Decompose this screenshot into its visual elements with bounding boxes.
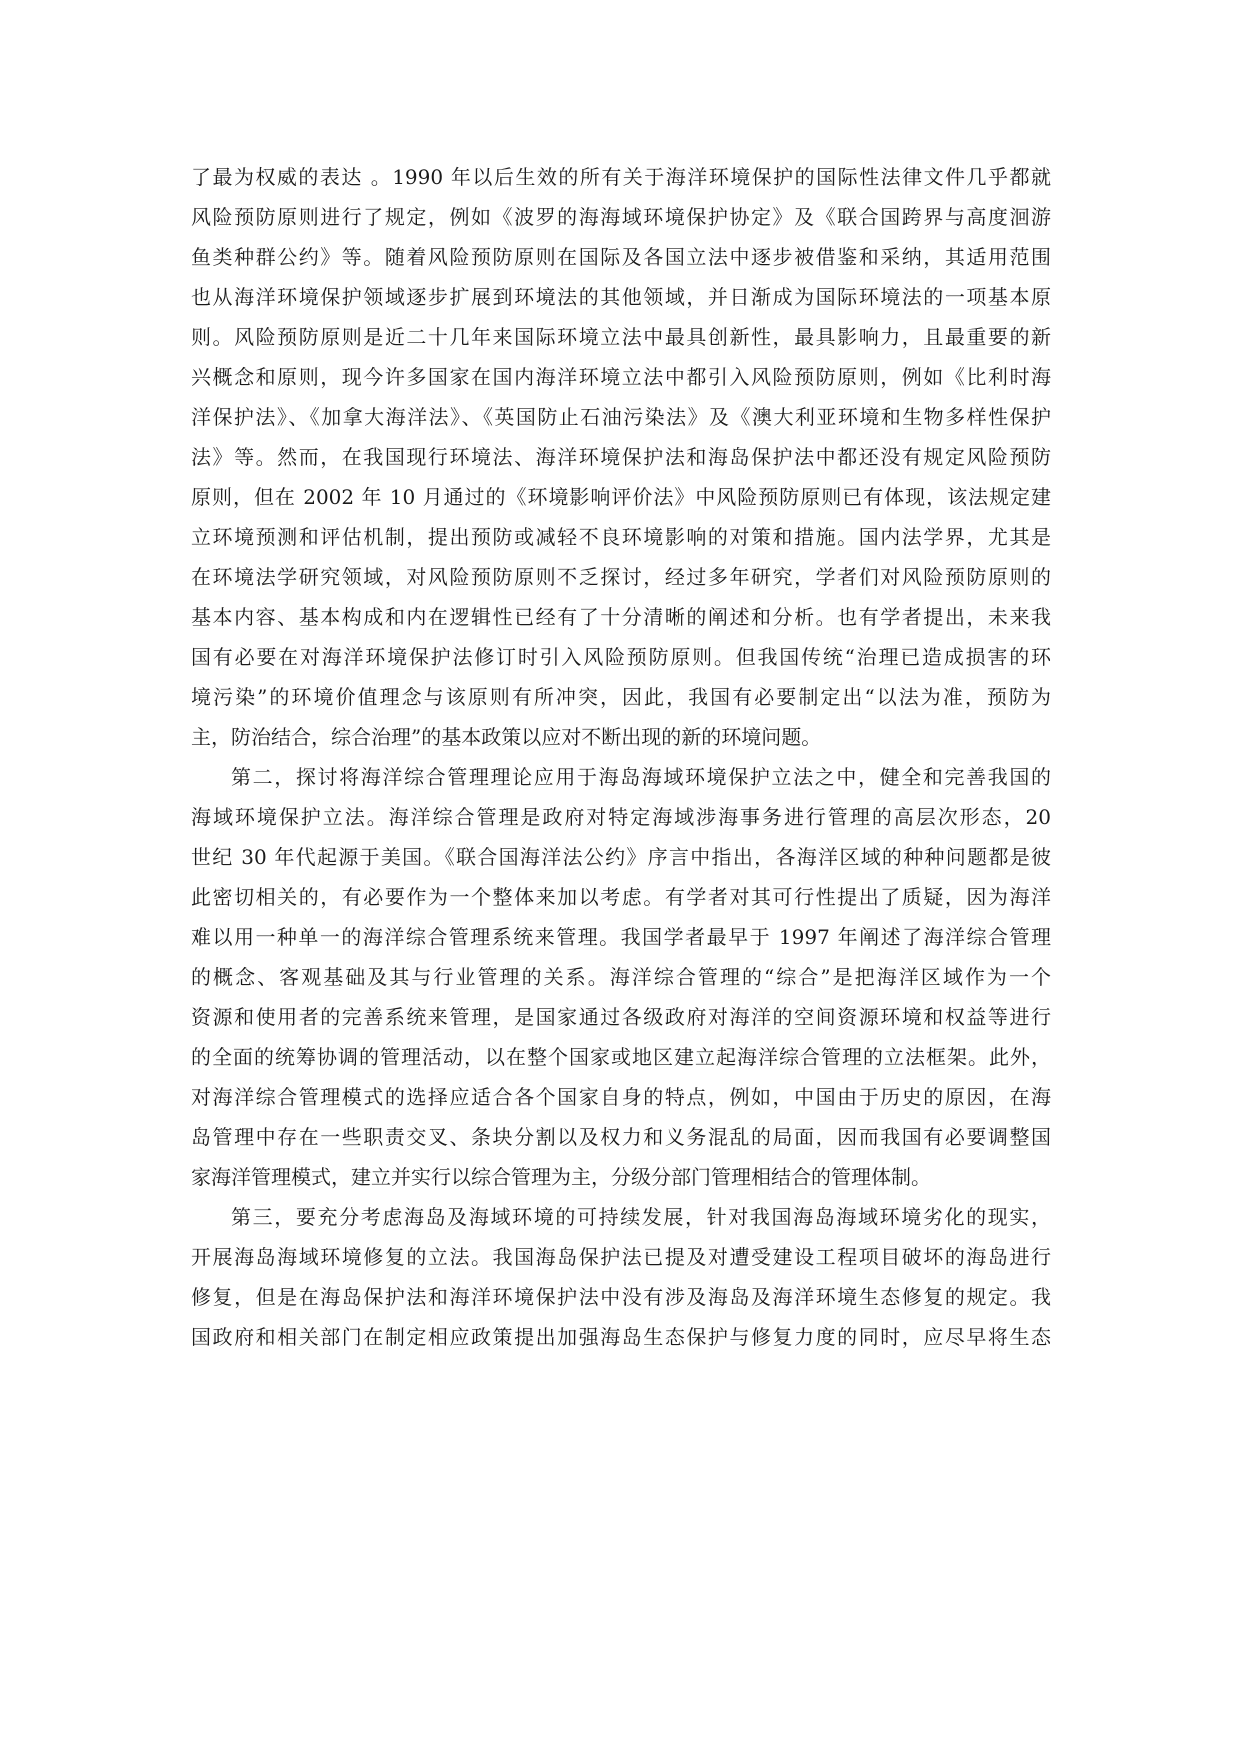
text-line: 难以用一种单一的海洋综合管理系统来管理。我国学者最早于 1997 年阐述了海洋综合管理	[191, 925, 1051, 949]
text-line: 修复，但是在海岛保护法和海洋环境保护法中没有涉及海岛及海洋环境生态修复的规定。我	[191, 1285, 1051, 1309]
text-line: 的概念、客观基础及其与行业管理的关系。海洋综合管理的“综合”是把海洋区域作为一个	[191, 965, 1051, 989]
text-line: 鱼类种群公约》等。随着风险预防原则在国际及各国立法中逐步被借鉴和采纳，其适用范围	[191, 245, 1051, 269]
text-line: 洋保护法》、《加拿大海洋法》、《英国防止石油污染法》及《澳大利亚环境和生物多样性保护	[191, 405, 1051, 429]
text-line: 第三，要充分考虑海岛及海域环境的可持续发展，针对我国海岛海域环境劣化的现实，	[231, 1205, 1051, 1229]
paragraph-integrated-management	[191, 757, 1051, 1197]
paragraph-risk-prevention	[191, 157, 1051, 757]
text-line: 法》等。然而，在我国现行环境法、海洋环境保护法和海岛保护法中都还没有规定风险预防	[191, 445, 1051, 469]
text-body	[191, 157, 1051, 1357]
text-line: 国政府和相关部门在制定相应政策提出加强海岛生态保护与修复力度的同时，应尽早将生态	[191, 1325, 1051, 1349]
text-line: 世纪 30 年代起源于美国。《联合国海洋法公约》序言中指出，各海洋区域的种种问题都是彼	[191, 845, 1051, 869]
text-line: 海域环境保护立法。海洋综合管理是政府对特定海域涉海事务进行管理的高层次形态，20	[191, 805, 1051, 829]
text-line: 立环境预测和评估机制，提出预防或减轻不良环境影响的对策和措施。国内法学界，尤其是	[191, 525, 1051, 549]
text-line: 也从海洋环境保护领域逐步扩展到环境法的其他领域，并日渐成为国际环境法的一项基本原	[191, 285, 1051, 309]
text-line: 资源和使用者的完善系统来管理，是国家通过各级政府对海洋的空间资源环境和权益等进行	[191, 1005, 1051, 1029]
text-line: 主，防治结合，综合治理”的基本政策以应对不断出现的新的环境问题。	[191, 725, 822, 749]
text-line: 岛管理中存在一些职责交叉、条块分割以及权力和义务混乱的局面，因而我国有必要调整国	[191, 1125, 1051, 1149]
text-line: 在环境法学研究领域，对风险预防原则不乏探讨，经过多年研究，学者们对风险预防原则的	[191, 565, 1051, 589]
text-line: 对海洋综合管理模式的选择应适合各个国家自身的特点，例如，中国由于历史的原因，在海	[191, 1085, 1051, 1109]
text-line: 此密切相关的，有必要作为一个整体来加以考虑。有学者对其可行性提出了质疑，因为海洋	[191, 885, 1051, 909]
text-line: 的全面的统筹协调的管理活动，以在整个国家或地区建立起海洋综合管理的立法框架。此外，	[191, 1045, 1051, 1069]
text-line: 了最为权威的表达 。1990 年以后生效的所有关于海洋环境保护的国际性法律文件几乎都就	[191, 165, 1051, 189]
text-line: 家海洋管理模式，建立并实行以综合管理为主，分级分部门管理相结合的管理体制。	[191, 1165, 931, 1189]
text-line: 开展海岛海域环境修复的立法。我国海岛保护法已提及对遭受建设工程项目破坏的海岛进行	[191, 1245, 1051, 1269]
text-line: 风险预防原则进行了规定，例如《波罗的海海域环境保护协定》及《联合国跨界与高度洄游	[191, 205, 1051, 229]
text-line: 境污染”的环境价值理念与该原则有所冲突，因此，我国有必要制定出“以法为准，预防为	[191, 685, 1051, 709]
text-line: 基本内容、基本构成和内在逻辑性已经有了十分清晰的阐述和分析。也有学者提出，未来我	[191, 605, 1051, 629]
text-line: 则。风险预防原则是近二十几年来国际环境立法中最具创新性，最具影响力，且最重要的新	[191, 325, 1051, 349]
text-line: 兴概念和原则，现今许多国家在国内海洋环境立法中都引入风险预防原则，例如《比利时海	[191, 365, 1051, 389]
text-line: 原则，但在 2002 年 10 月通过的《环境影响评价法》中风险预防原则已有体现，该法规定建	[191, 485, 1051, 509]
text-line: 第二，探讨将海洋综合管理理论应用于海岛海域环境保护立法之中，健全和完善我国的	[231, 765, 1051, 789]
text-line: 国有必要在对海洋环境保护法修订时引入风险预防原则。但我国传统“治理已造成损害的环	[191, 645, 1051, 669]
paragraph-restoration	[191, 1197, 1051, 1357]
